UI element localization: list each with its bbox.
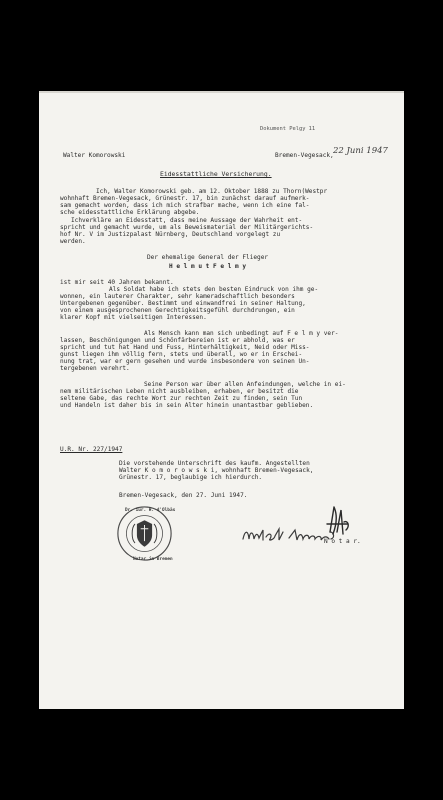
notary-date: Bremen-Vegesack, den 27. Juni 1947. (119, 492, 248, 499)
body-line: Ich, Walter Komorowski geb. am 12. Oktober 1888 zu Thorn(Westpr (96, 188, 328, 195)
para-line: klarer Kopf mit vielseitigen Interessen. (60, 314, 207, 321)
notary-line: Walter K o m o r o w s k i, wohnhaft Bremen-Vegesack, (119, 467, 314, 474)
para-line: wonnen, ein lauterer Charakter, sehr kameradschaftlich besonders (60, 293, 295, 300)
para-line: tergebenen verehrt. (60, 365, 130, 372)
seal-bottom-text: Notar in Bremen (133, 557, 173, 562)
para-line: und Handeln ist daher bis in sein Alter hinein unantastbar geblieben. (60, 402, 314, 409)
body-line: wohnhaft Bremen-Vegesack, Grünestr. 17, bin zunächst darauf aufmerk- (60, 195, 310, 202)
notary-signature (322, 504, 352, 538)
para-line: Untergebenen gegenüber. Bestimmt und einwandfrei in seiner Haltung, (60, 300, 306, 307)
para-line: Als Soldat habe ich stets den besten Eindruck von ihm ge- (109, 286, 319, 293)
notar-label: N o t a r. (324, 538, 361, 545)
para-line: spricht und tut hat Hand und Fuss, Hinterhältigkeit, Neid oder Miss- (60, 344, 310, 351)
body-line: sam gemacht worden, dass ich mich strafbar mache, wenn ich eine fal- (60, 202, 310, 209)
general-line: Der ehemalige General der Flieger (147, 254, 269, 261)
para-line: von einem ausgesprochenen Gerechtigkeitsgefühl durchdrungen, ein (60, 307, 295, 314)
document-page (39, 91, 404, 709)
seal-top-text: Dr. iur. H. d'Olbäs (125, 508, 176, 513)
body-line: werden. (60, 238, 86, 245)
register-number: U.R. Nr. 227/1947 (60, 446, 123, 453)
para-line: nung trat, war er gern gesehen und wurde insbesondere von seinen Un- (60, 358, 310, 365)
body-line: sche eidesstattliche Erklärung abgebe. (60, 209, 200, 216)
document-title: Eidesstattliche Versicherung. (160, 170, 272, 178)
para-line: lassen, Beschönigungen und Schönfärbereien ist er abhold, was er (60, 337, 295, 344)
para-line: Als Mensch kann man sich unbedingt auf F e l m y ver- (144, 330, 339, 337)
sender-name: Walter Komorowski (63, 152, 126, 159)
para-line: ist mir seit 40 Jahren bekannt. (60, 279, 174, 286)
notary-line: Grünestr. 17, beglaubige ich hierdurch. (119, 474, 263, 481)
para-line: nem militärischen Leben nicht ausbleiben, erhaben, er besitzt die (60, 388, 299, 395)
handwritten-date: 22 Juni 1947 (333, 146, 388, 156)
notary-line: Die vorstehende Unterschrift des kaufm. Angestellten (119, 460, 310, 467)
para-line: Seine Person war über allen Anfeindungen, welche in ei- (144, 381, 346, 388)
body-line: Ichverkläre an Eidesstatt, dass meine Aussage der Wahrheit ent- (71, 217, 303, 224)
body-line: spricht und gemacht wurde, um als Beweismaterial der Militärgerichts- (60, 224, 314, 231)
body-line: hof Nr. V im Justizpalast Nürnberg, Deutschland vorgelegt zu (60, 231, 281, 238)
document-ref: Dokument Pelgy 11 (260, 126, 316, 132)
para-line: seltene Gabe, das rechte Wort zur rechten Zeit zu finden, sein Tun (60, 395, 303, 402)
subject-name: H e l m u t F e l m y (169, 263, 247, 270)
para-line: gunst liegen ihm völlig fern, stets und überall, wo er in Erschei- (60, 351, 303, 358)
place-date: Bremen-Vegesack, (275, 152, 334, 159)
fold-line (39, 91, 404, 93)
